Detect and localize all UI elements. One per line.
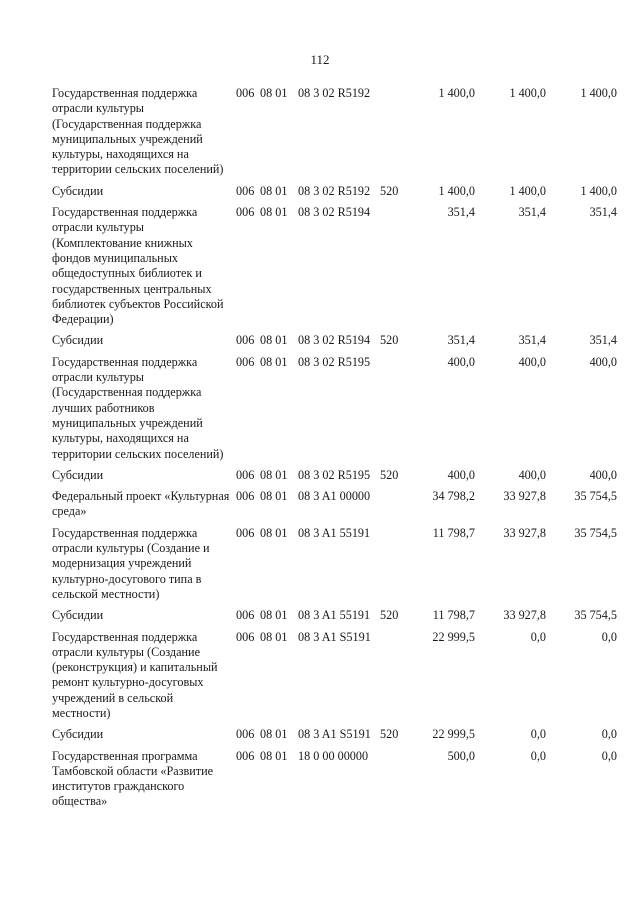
amount-year-3: 351,4	[589, 205, 617, 220]
amount-year-2: 351,4	[518, 205, 546, 220]
ministry-code: 006	[236, 727, 255, 742]
target-article-code: 08 3 A1 S5191	[298, 629, 371, 644]
amount-year-2: 33 927,8	[503, 608, 546, 623]
amount-year-2: 0,0	[530, 748, 546, 763]
budget-item-name: Субсидии	[52, 183, 104, 198]
expense-type-code	[380, 355, 404, 468]
target-article-code: 08 3 A1 55191	[298, 608, 371, 623]
amount-year-1: 400,0	[447, 467, 475, 482]
amount-year-1: 22 999,5	[432, 629, 475, 644]
section-code: 08 01	[260, 354, 288, 369]
expense-type-code	[380, 630, 404, 728]
target-article-code: 08 3 02 R5192	[298, 86, 371, 100]
budget-item-name: Государственная поддержка отрасли культуры (Создание (реконструкция) и капитальный ремонт культурно-досуговых учреждений в сельской местности)	[52, 629, 218, 720]
amount-year-1: 34 798,2	[432, 489, 475, 504]
section-code: 08 01	[260, 183, 288, 198]
amount-year-2: 400,0	[518, 467, 546, 482]
budget-item-name: Федеральный проект «Культурная среда»	[52, 489, 230, 519]
amount-year-2: 0,0	[530, 629, 546, 644]
section-code: 08 01	[260, 727, 288, 742]
amount-year-2: 1 400,0	[509, 86, 546, 100]
section-code: 08 01	[260, 467, 288, 482]
budget-item-name: Государственная поддержка отрасли культуры (Государственная поддержка муниципальных учреждений культуры, находящихся на территории сельских поселений)	[52, 86, 224, 177]
target-article-code: 08 3 02 R5195	[298, 467, 371, 482]
amount-year-3: 400,0	[589, 354, 617, 369]
section-code: 08 01	[260, 608, 288, 623]
budget-item-name: Государственная поддержка отрасли культуры (Комплектование книжных фондов муниципальных общедоступных библиотек и государственных центральных библиотек субъектов Российской Федерации)	[52, 205, 224, 327]
amount-year-2: 400,0	[518, 354, 546, 369]
amount-year-2: 0,0	[530, 727, 546, 742]
table-row	[52, 749, 617, 816]
table-row	[52, 205, 617, 333]
expense-type-code: 520	[380, 727, 399, 742]
table-row	[52, 608, 617, 629]
table-row	[52, 526, 617, 608]
amount-year-3: 35 754,5	[574, 608, 617, 623]
section-code: 08 01	[260, 205, 288, 220]
ministry-code: 006	[236, 86, 255, 100]
amount-year-2: 1 400,0	[509, 183, 546, 198]
ministry-code: 006	[236, 354, 255, 369]
amount-year-3: 1 400,0	[580, 86, 617, 100]
table-row	[52, 333, 617, 354]
page-number: 112	[310, 52, 330, 67]
ministry-code: 006	[236, 748, 255, 763]
ministry-code: 006	[236, 629, 255, 644]
target-article-code: 08 3 A1 55191	[298, 525, 371, 540]
amount-year-3: 35 754,5	[574, 489, 617, 504]
table-row	[52, 86, 617, 184]
amount-year-2: 33 927,8	[503, 525, 546, 540]
amount-year-3: 351,4	[589, 333, 617, 348]
ministry-code: 006	[236, 489, 255, 504]
amount-year-1: 400,0	[447, 354, 475, 369]
budget-item-name: Субсидии	[52, 727, 104, 742]
section-code: 08 01	[260, 86, 288, 100]
ministry-code: 006	[236, 525, 255, 540]
ministry-code: 006	[236, 467, 255, 482]
amount-year-1: 1 400,0	[438, 86, 475, 100]
amount-year-1: 22 999,5	[432, 727, 475, 742]
amount-year-1: 1 400,0	[438, 183, 475, 198]
budget-item-name: Государственная поддержка отрасли культуры (Государственная поддержка лучших работников муниципальных учреждений культуры, находящихся на территории сельских поселений)	[52, 354, 224, 461]
amount-year-1: 11 798,7	[432, 608, 475, 623]
target-article-code: 08 3 02 R5195	[298, 354, 371, 369]
expense-type-code: 520	[380, 183, 399, 198]
amount-year-2: 33 927,8	[503, 489, 546, 504]
table-row	[52, 630, 617, 728]
expense-type-code	[380, 489, 404, 526]
amount-year-3: 35 754,5	[574, 525, 617, 540]
amount-year-1: 500,0	[447, 748, 475, 763]
expense-type-code	[380, 205, 404, 333]
ministry-code: 006	[236, 333, 255, 348]
table-row	[52, 727, 617, 748]
section-code: 08 01	[260, 629, 288, 644]
ministry-code: 006	[236, 183, 255, 198]
budget-item-name: Субсидии	[52, 467, 104, 482]
amount-year-3: 400,0	[589, 467, 617, 482]
expense-type-code	[380, 86, 404, 184]
table-row	[52, 489, 617, 526]
expense-type-code: 520	[380, 608, 399, 623]
expense-type-code: 520	[380, 333, 399, 348]
target-article-code: 18 0 00 00000	[298, 748, 369, 763]
target-article-code: 08 3 A1 00000	[298, 489, 371, 504]
amount-year-3: 0,0	[601, 629, 617, 644]
amount-year-1: 351,4	[447, 333, 475, 348]
section-code: 08 01	[260, 333, 288, 348]
amount-year-3: 0,0	[601, 748, 617, 763]
amount-year-3: 1 400,0	[580, 183, 617, 198]
table-row	[52, 468, 617, 489]
target-article-code: 08 3 02 R5192	[298, 183, 371, 198]
table-row	[52, 355, 617, 468]
budget-item-name: Субсидии	[52, 608, 104, 623]
amount-year-3: 0,0	[601, 727, 617, 742]
amount-year-1: 11 798,7	[432, 525, 475, 540]
amount-year-1: 351,4	[447, 205, 475, 220]
table-row	[52, 184, 617, 205]
budget-item-name: Субсидии	[52, 333, 104, 348]
budget-table	[52, 86, 617, 816]
target-article-code: 08 3 02 R5194	[298, 205, 371, 220]
budget-item-name: Государственная программа Тамбовской области «Развитие институтов гражданского общества»	[52, 748, 214, 809]
expense-type-code: 520	[380, 467, 399, 482]
ministry-code: 006	[236, 205, 255, 220]
section-code: 08 01	[260, 748, 288, 763]
target-article-code: 08 3 02 R5194	[298, 333, 371, 348]
target-article-code: 08 3 A1 S5191	[298, 727, 371, 742]
ministry-code: 006	[236, 608, 255, 623]
budget-table-body	[52, 86, 617, 816]
section-code: 08 01	[260, 525, 288, 540]
budget-item-name: Государственная поддержка отрасли культуры (Создание и модернизация учреждений культурно-досугового типа в сельской местности)	[52, 525, 210, 601]
amount-year-2: 351,4	[518, 333, 546, 348]
section-code: 08 01	[260, 489, 288, 504]
expense-type-code	[380, 749, 404, 816]
expense-type-code	[380, 526, 404, 608]
